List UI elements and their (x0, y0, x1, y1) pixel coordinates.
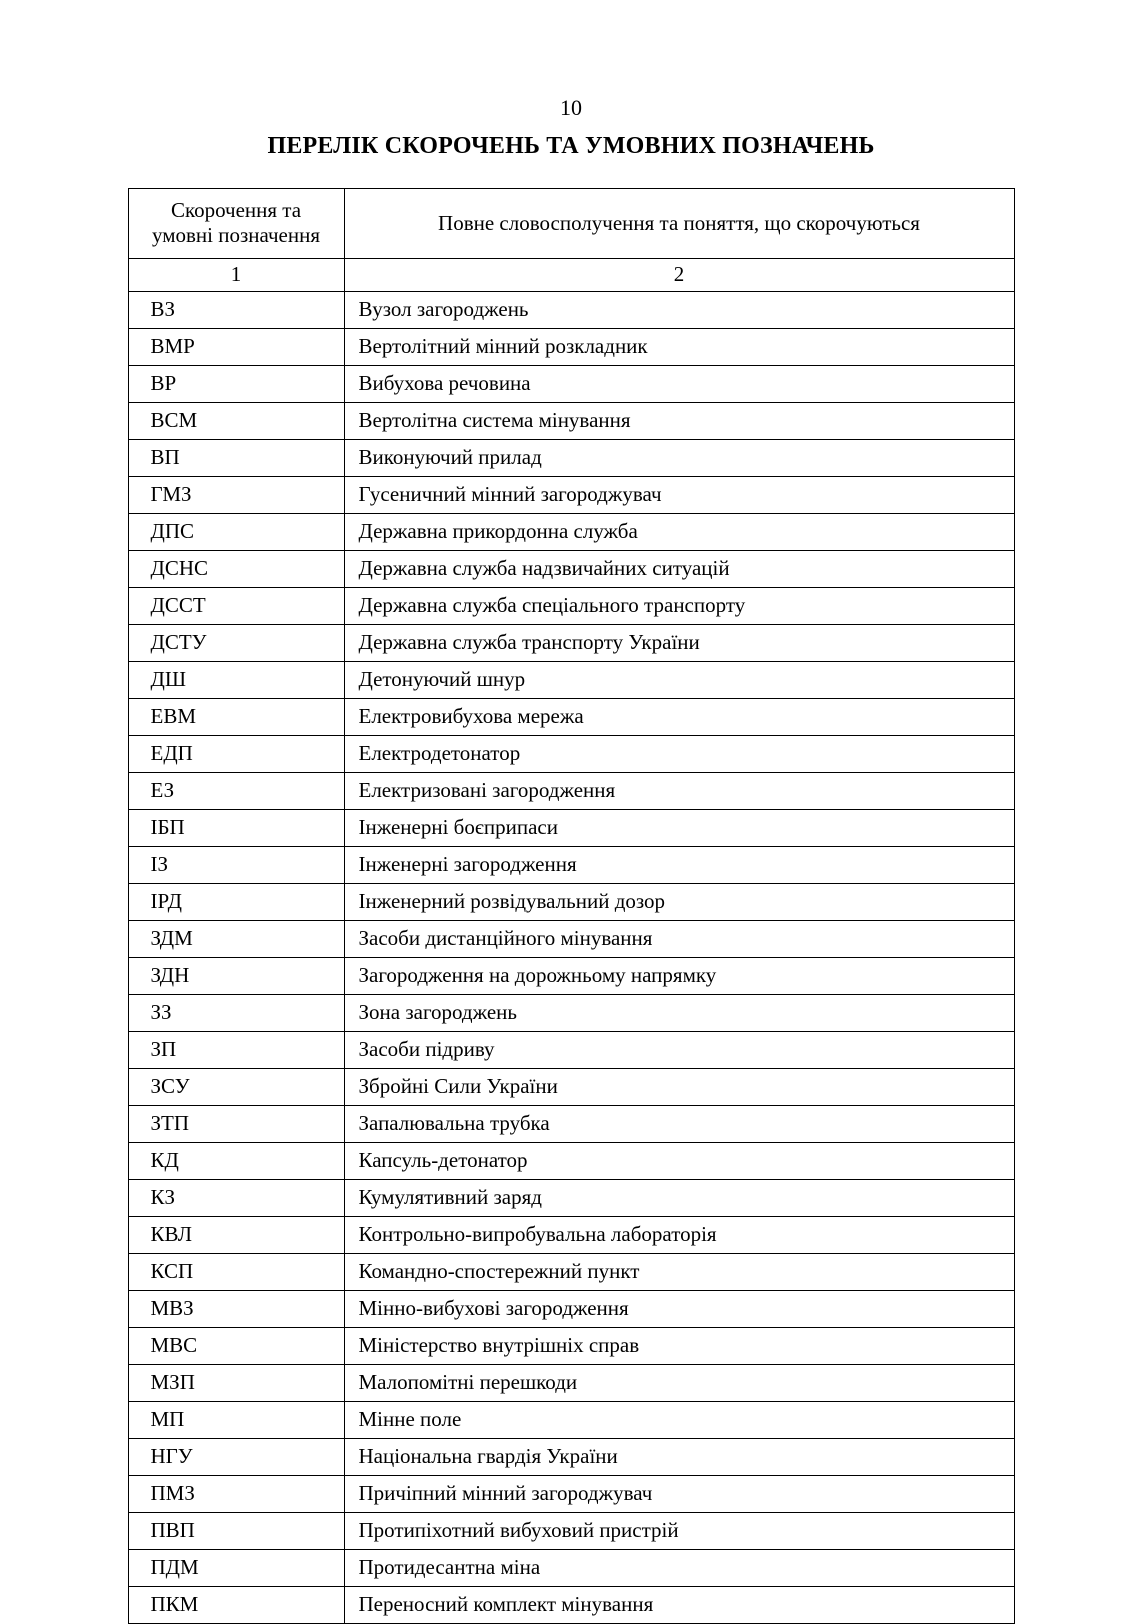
table-row (128, 1143, 1014, 1180)
table-row (128, 514, 1014, 551)
full-phrase-cell: Гусеничний мінний загороджувач (344, 477, 1014, 514)
abbreviation-cell: ЕВМ (128, 699, 344, 736)
abbreviation-cell: МП (128, 1402, 344, 1439)
full-phrase-cell: Інженерні боєприпаси (344, 810, 1014, 847)
table-row (128, 1217, 1014, 1254)
abbreviation-cell: КСП (128, 1254, 344, 1291)
full-phrase-cell: Електродетонатор (344, 736, 1014, 773)
full-phrase-cell: Державна служба надзвичайних ситуацій (344, 551, 1014, 588)
table-row (128, 477, 1014, 514)
abbreviation-cell: МВС (128, 1328, 344, 1365)
abbreviation-cell: ПДМ (128, 1550, 344, 1587)
full-phrase-cell: Міністерство внутрішніх справ (344, 1328, 1014, 1365)
column-header-full-phrase: Повне словосполучення та поняття, що скорочуються (344, 189, 1014, 259)
full-phrase-cell: Мінно-вибухові загородження (344, 1291, 1014, 1328)
full-phrase-cell: Капсуль-детонатор (344, 1143, 1014, 1180)
abbreviation-cell: ІРД (128, 884, 344, 921)
full-phrase-cell: Запалювальна трубка (344, 1106, 1014, 1143)
table-row (128, 995, 1014, 1032)
full-phrase-cell: Інженерний розвідувальний дозор (344, 884, 1014, 921)
table-row (128, 1328, 1014, 1365)
table-row (128, 1254, 1014, 1291)
table-row (128, 736, 1014, 773)
abbreviation-cell: КЗ (128, 1180, 344, 1217)
full-phrase-cell: Засоби дистанційного мінування (344, 921, 1014, 958)
table-row (128, 1180, 1014, 1217)
table-row (128, 773, 1014, 810)
table-row (128, 1365, 1014, 1402)
abbreviation-cell: ВЗ (128, 292, 344, 329)
table-row (128, 1587, 1014, 1624)
abbreviation-cell: ДССТ (128, 588, 344, 625)
abbreviation-cell: ЕЗ (128, 773, 344, 810)
full-phrase-cell: Загородження на дорожньому напрямку (344, 958, 1014, 995)
full-phrase-cell: Малопомітні перешкоди (344, 1365, 1014, 1402)
abbreviation-cell: ЗДН (128, 958, 344, 995)
abbreviation-cell: НГУ (128, 1439, 344, 1476)
abbreviation-cell: ЗДМ (128, 921, 344, 958)
full-phrase-cell: Державна служба транспорту України (344, 625, 1014, 662)
abbreviation-cell: ЗП (128, 1032, 344, 1069)
abbreviation-cell: КВЛ (128, 1217, 344, 1254)
full-phrase-cell: Детонуючий шнур (344, 662, 1014, 699)
full-phrase-cell: Вузол загороджень (344, 292, 1014, 329)
abbreviation-cell: ІЗ (128, 847, 344, 884)
full-phrase-cell: Державна прикордонна служба (344, 514, 1014, 551)
abbreviation-cell: ДПС (128, 514, 344, 551)
page-title: ПЕРЕЛІК СКОРОЧЕНЬ ТА УМОВНИХ ПОЗНАЧЕНЬ (267, 133, 875, 159)
table-row (128, 329, 1014, 366)
abbreviation-cell: ЗСУ (128, 1069, 344, 1106)
full-phrase-cell: Причіпний мінний загороджувач (344, 1476, 1014, 1513)
abbreviation-cell: ВР (128, 366, 344, 403)
abbreviation-cell: ІБП (128, 810, 344, 847)
abbreviation-cell: ПВП (128, 1513, 344, 1550)
abbreviation-cell: ВМР (128, 329, 344, 366)
table-row (128, 1513, 1014, 1550)
table-row (128, 1402, 1014, 1439)
abbreviation-cell: ПКМ (128, 1587, 344, 1624)
table-row (128, 588, 1014, 625)
table-row (128, 1439, 1014, 1476)
column-header-abbreviation: Скорочення та умовні позначення (128, 189, 344, 259)
full-phrase-cell: Виконуючий прилад (344, 440, 1014, 477)
full-phrase-cell: Зона загороджень (344, 995, 1014, 1032)
abbreviation-cell: ВП (128, 440, 344, 477)
table-row (128, 1291, 1014, 1328)
full-phrase-cell: Збройні Сили України (344, 1069, 1014, 1106)
full-phrase-cell: Вертолітний мінний розкладник (344, 329, 1014, 366)
full-phrase-cell: Переносний комплект мінування (344, 1587, 1014, 1624)
table-row (128, 1069, 1014, 1106)
abbreviation-cell: ДСТУ (128, 625, 344, 662)
table-row (128, 1032, 1014, 1069)
table-body (128, 292, 1014, 1624)
table-row (128, 1476, 1014, 1513)
full-phrase-cell: Командно-спостережний пункт (344, 1254, 1014, 1291)
table-row (128, 1106, 1014, 1143)
full-phrase-cell: Мінне поле (344, 1402, 1014, 1439)
abbreviation-cell: ДСНС (128, 551, 344, 588)
full-phrase-cell: Державна служба спеціального транспорту (344, 588, 1014, 625)
column-number-row (128, 259, 1014, 292)
column-number-1: 1 (128, 259, 344, 292)
abbreviation-cell: ГМЗ (128, 477, 344, 514)
abbreviation-cell: МЗП (128, 1365, 344, 1402)
table-row (128, 699, 1014, 736)
table-row (128, 884, 1014, 921)
full-phrase-cell: Засоби підриву (344, 1032, 1014, 1069)
full-phrase-cell: Електровибухова мережа (344, 699, 1014, 736)
table-row (128, 958, 1014, 995)
table-row (128, 1550, 1014, 1587)
table-header-row (128, 189, 1014, 259)
table-row (128, 921, 1014, 958)
page-number: 10 (560, 95, 582, 120)
full-phrase-cell: Національна гвардія України (344, 1439, 1014, 1476)
abbreviation-cell: ЕДП (128, 736, 344, 773)
abbreviation-cell: ПМЗ (128, 1476, 344, 1513)
table-row (128, 551, 1014, 588)
abbreviation-cell: ВСМ (128, 403, 344, 440)
column-number-2: 2 (344, 259, 1014, 292)
abbreviations-table (128, 188, 1015, 1624)
full-phrase-cell: Контрольно-випробувальна лабораторія (344, 1217, 1014, 1254)
full-phrase-cell: Вибухова речовина (344, 366, 1014, 403)
abbreviation-cell: ЗТП (128, 1106, 344, 1143)
full-phrase-cell: Електризовані загородження (344, 773, 1014, 810)
abbreviation-cell: ЗЗ (128, 995, 344, 1032)
abbreviation-cell: МВЗ (128, 1291, 344, 1328)
full-phrase-cell: Вертолітна система мінування (344, 403, 1014, 440)
abbreviation-cell: ДШ (128, 662, 344, 699)
table-row (128, 847, 1014, 884)
table-row (128, 625, 1014, 662)
full-phrase-cell: Інженерні загородження (344, 847, 1014, 884)
full-phrase-cell: Протипіхотний вибуховий пристрій (344, 1513, 1014, 1550)
table-row (128, 292, 1014, 329)
table-row (128, 403, 1014, 440)
table-row (128, 810, 1014, 847)
table-row (128, 440, 1014, 477)
full-phrase-cell: Протидесантна міна (344, 1550, 1014, 1587)
abbreviation-cell: КД (128, 1143, 344, 1180)
full-phrase-cell: Кумулятивний заряд (344, 1180, 1014, 1217)
table-row (128, 662, 1014, 699)
table-row (128, 366, 1014, 403)
